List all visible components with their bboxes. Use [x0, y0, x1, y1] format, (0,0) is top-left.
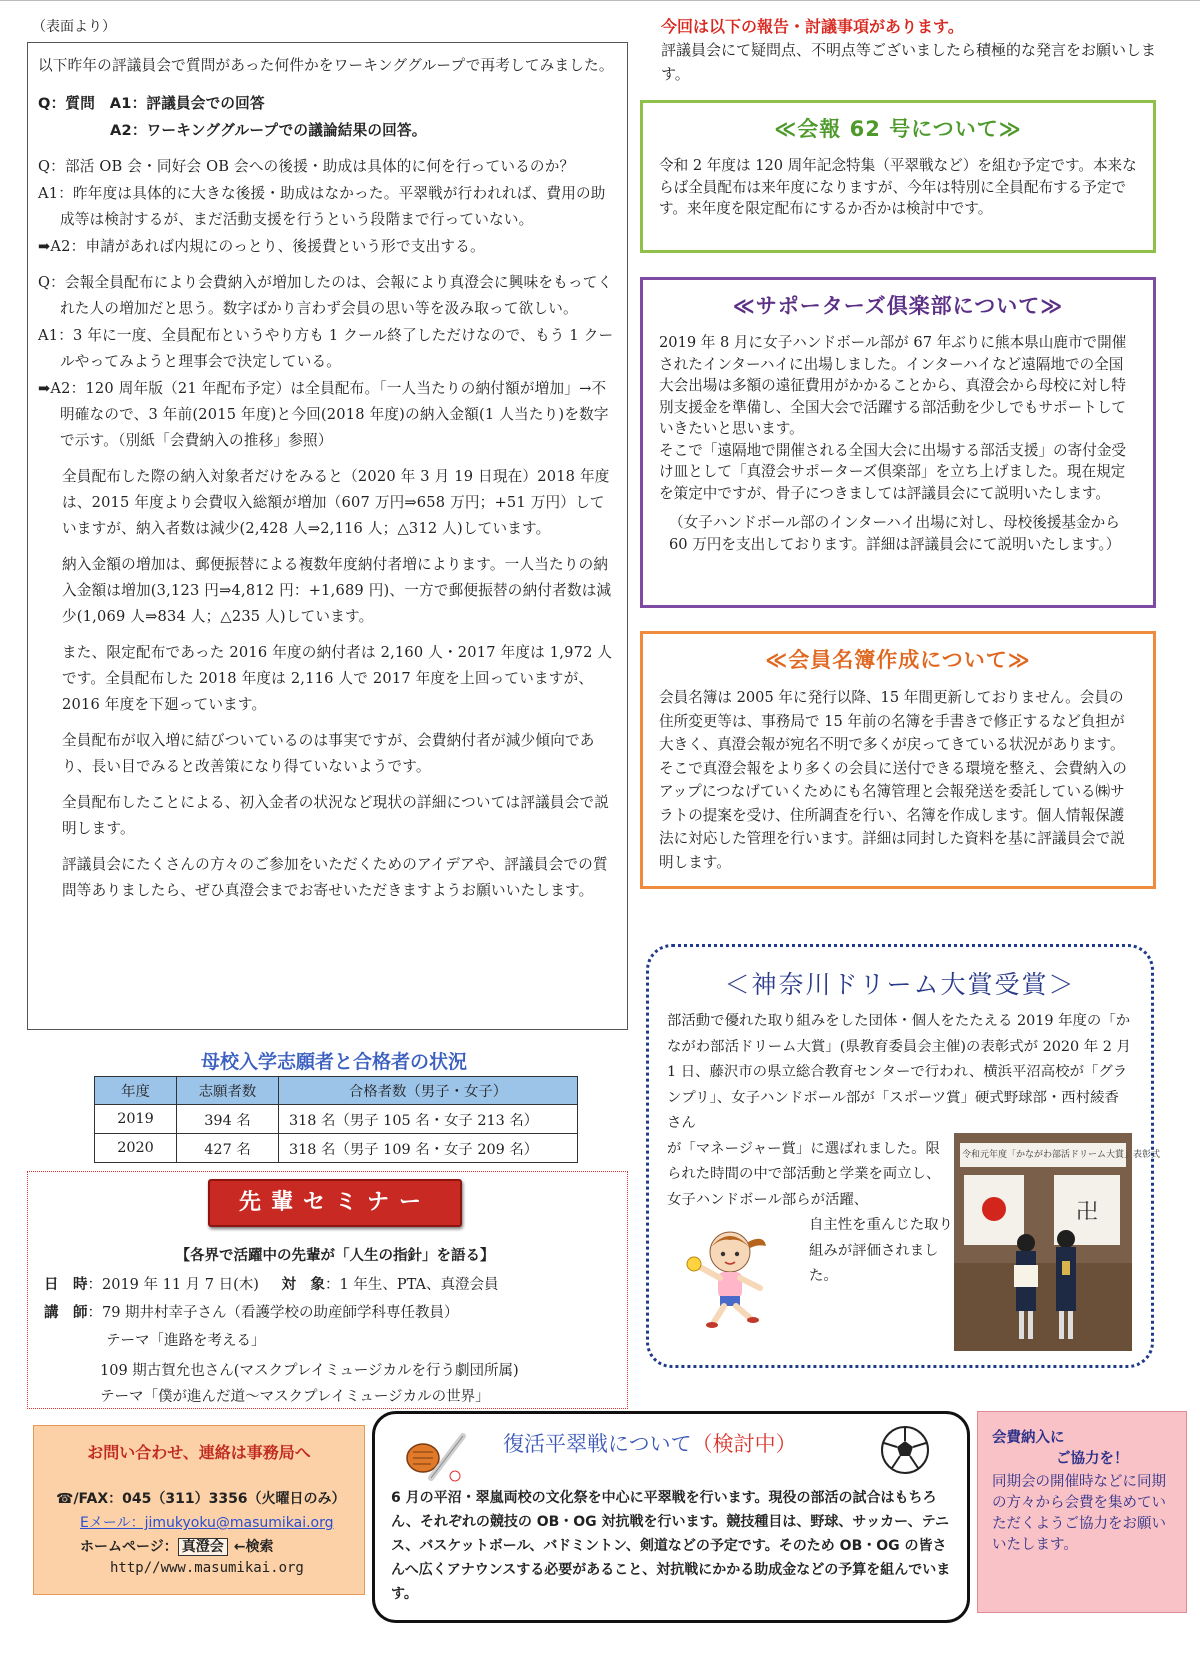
admissions-table: [94, 1076, 578, 1163]
award-ceremony-photo: [954, 1133, 1161, 1351]
seminar-target: ：1 年生、PTA、真澄会員: [325, 1277, 499, 1293]
seminar-theme-1: テーマ「進路を考える」: [106, 1333, 266, 1349]
column-header: 年度: [95, 1077, 177, 1105]
table-cell: 394 名: [177, 1105, 279, 1134]
contact-email-link[interactable]: Eメール：jimukyoku@masumikai.org: [80, 1515, 334, 1531]
paragraph-4: 全員配布が収入増に結びついているのは事実ですが、会費納付者が減少傾向であり、長い目でみると改善策になり得ていないようです。: [62, 732, 595, 775]
supporters-club-text-2: そこで「遠隔地で開催される全国大会に出場する部活支援」の寄付金受け皿として「真澄会サポーターズ倶楽部」を立ち上げました。現在規定を策定中ですが、骨子につきましては評議員会にて説明いたします。: [659, 441, 1127, 502]
handball-girl-icon: [680, 1222, 780, 1334]
supporters-club-text-1: 2019 年 8 月に女子ハンドボール部が 67 年ぶりに熊本県山鹿市で開催されたインターハイに出場しました。インターハイなど遠隔地での全国大会出場は多額の遠征費用がかかることから、真澄会から母校に対し特別支援金を準備し、全国大会で活躍する部活動を少しでもサポートしていきたいと思います。: [659, 334, 1127, 437]
answer-a1-2: A1：3 年に一度、全員配布というやり方も 1 クール終了しただけなので、もう 1 クールやってみようと理事会で決定している。: [38, 327, 614, 370]
answer-a2-1: ➡A2：申請があれば内規にのっとり、後援費という形で支出する。: [38, 238, 485, 255]
photo-banner-text: 令和元年度「かながわ部活ドリーム大賞」表彰式: [962, 1150, 1161, 1160]
fee-text: 同期会の開催時などに同期の方々から会費を集めていただくようご協力をお願いいたします。: [992, 1474, 1166, 1553]
seminar-banner: 先輩セミナー: [208, 1179, 462, 1227]
dream-award-title: ＜神奈川ドリーム大賞受賞＞: [724, 970, 1076, 999]
dream-award-text-3: 自主性を重んじた取り組みが評価されました。: [809, 1217, 953, 1284]
column-header: 志願者数: [177, 1077, 279, 1105]
contact-title: お問い合わせ、連絡は事務局へ: [87, 1443, 311, 1462]
table-row: [95, 1105, 578, 1134]
answer-a1-1: A1：昨年度は具体的に大きな後援・助成はなかった。平翠戦が行われれば、費用の助成等は検討するが、まだ活動支援を行うという段階まで行っていない。: [38, 185, 606, 228]
agenda-heading: 今回は以下の報告・討議事項があります。: [661, 17, 964, 36]
qa-intro: 以下昨年の評議員会で質問があった何件かをワーキンググループで再考してみました。: [38, 57, 614, 74]
seminar-target-label: 対 象: [281, 1277, 326, 1293]
seminar-date: ：2019 年 11 月 7 日(木): [87, 1277, 259, 1293]
seminar-lecturer-2: 109 期古賀允也さん(マスクプレイミュージカルを行う劇団所属): [100, 1363, 519, 1379]
revive-title: [503, 1428, 797, 1458]
revive-status: （検討中）: [691, 1432, 797, 1456]
table-cell: 427 名: [177, 1134, 279, 1163]
member-directory-title: ≪会員名簿作成について≫: [765, 648, 1031, 672]
table-row: [95, 1134, 578, 1163]
contact-tel: ☎/FAX：045（311）3356（火曜日のみ）: [56, 1491, 346, 1507]
qa-legend-2: A2：ワーキンググループでの議論結果の回答。: [110, 122, 427, 139]
qa-legend-1: Q：質問 A1：評議員会での回答: [38, 95, 265, 112]
dream-award-text-2: が「マネージャー賞」に選ばれました。限られた時間の中で部活動と学業を両立し、女子ハンドボール部らが活躍、: [667, 1140, 941, 1208]
table-header-row: [95, 1077, 578, 1105]
front-page-reference: （表面より）: [32, 19, 116, 35]
paragraph-6: 評議員会にたくさんの方々のご参加をいただくためのアイデアや、評議員会での質問等ありましたら、ぜひ真澄会までお寄せいただきますようお願いいたします。: [62, 856, 608, 899]
baseball-bat-glove-icon: [403, 1430, 469, 1488]
seminar-theme-2: テーマ「僕が進んだ道～マスクプレイミュージカルの世界」: [100, 1389, 490, 1405]
table-cell: 318 名（男子 109 名・女子 209 名）: [279, 1134, 578, 1163]
table-cell: 318 名（男子 105 名・女子 213 名）: [279, 1105, 578, 1134]
search-arrow-label: ←検索: [233, 1539, 274, 1555]
revive-text: 6 月の平沼・翠嵐両校の文化祭を中心に平翠戦を行います。現役の部活の試合はもちろん、それぞれの競技の OB・OG 対抗戦を行います。競技種目は、野球、サッカー、テニス、バスケットボール、バドミントン、剣道などの予定です。そのため OB・OG の皆さんへ広くアナウンスする必要があること、対抗戦にかかる助成金などの予算を組んでいます。: [391, 1490, 951, 1602]
bulletin-62-text: 令和 2 年度は 120 周年記念特集（平翠戦など）を組む予定です。本来ならば全員配布は来年度になりますが、今年は特別に全員配布する予定です。来年度を限定配布にするか否かは検討中です。: [659, 157, 1137, 217]
admissions-title: 母校入学志願者と合格者の状況: [200, 1051, 467, 1073]
paragraph-5: 全員配布したことによる、初入金者の状況など現状の詳細については評議員会で説明します。: [62, 794, 610, 837]
table-cell: 2020: [95, 1134, 177, 1163]
soccer-ball-icon: [879, 1424, 931, 1476]
paragraph-3: また、限定配布であった 2016 年度の納付者は 2,160 人・2017 年度は 1,972 人です。全員配布した 2018 年度は 2,116 人で 2017 年度を上回っていますが、2016 年度を下廻っています。: [62, 644, 613, 713]
contact-box: [33, 1425, 365, 1595]
fee-title-2: ご協力を！: [1056, 1451, 1129, 1467]
question-1: Q：部活 OB 会・同好会 OB 会への後援・助成は具体的に何を行っているのか？: [38, 158, 575, 175]
column-header: 合格者数（男子・女子）: [279, 1077, 578, 1105]
dream-award-text-1: 部活動で優れた取り組みをした団体・個人をたたえる 2019 年度の「かながわ部活ドリーム大賞」(県教育委員会主催)の表彰式が 2020 年 2 月 1 日、藤沢市の県立総合教育センターで行われ、横浜平沼高校が「グランプリ」、女子ハンドボール部が「スポーツ賞」硬式野球部・西村綾香さん: [667, 1013, 1131, 1131]
search-keyword-box[interactable]: 真澄会: [178, 1538, 228, 1556]
seminar-details: [44, 1272, 624, 1410]
paragraph-1: 全員配布した際の納入対象者だけをみると（2020 年 3 月 19 日現在）2018 年度は、2015 年度より会費収入総額が増加（607 万円⇒658 万円；+51 万円）していますが、納入者数は減少(2,428 人⇒2,116 人；△312 人)しています。: [62, 468, 610, 537]
qa-section: [27, 42, 628, 1030]
seminar-lecturer-label: 講 師: [44, 1305, 88, 1321]
supporters-club-note: （女子ハンドボール部のインターハイ出場に対し、母校後援基金から 60 万円を支出しております。詳細は評議員会にて説明いたします。）: [669, 514, 1135, 553]
bulletin-62-title: ≪会報 62 号について≫: [774, 117, 1022, 141]
revive-title-text: 復活平翠戦について: [503, 1432, 692, 1456]
award-photo-drawing: [954, 1133, 1161, 1351]
top-border: [0, 0, 1200, 1]
table-cell: 2019: [95, 1105, 177, 1134]
seminar-subtitle: 【各界で活躍中の先輩が「人生の指針」を語る】: [175, 1248, 495, 1264]
agenda-text: 評議員会にて疑問点、不明点等ございましたら積極的な発言をお願いします。: [661, 41, 1157, 83]
supporters-club-title: ≪サポーターズ倶楽部について≫: [732, 294, 1064, 318]
homepage-label: ホームページ：: [80, 1539, 178, 1555]
supporters-club-box: [640, 277, 1156, 608]
contact-homepage: [80, 1536, 273, 1556]
membership-fee-box: [977, 1411, 1187, 1613]
revive-match-box: [372, 1411, 970, 1623]
homepage-url[interactable]: http//www.masumikai.org: [110, 1560, 304, 1576]
seminar-lecturer-1: ：79 期井村幸子さん（看護学校の助産師学科専任教員）: [87, 1305, 459, 1321]
fee-title-1: 会費納入に: [992, 1430, 1065, 1446]
member-directory-box: [640, 631, 1156, 889]
answer-a2-2: ➡A2：120 周年版（21 年配布予定）は全員配布。「一人当たりの納付額が増加」→不明確なので、3 年前(2015 年度)と今回(2018 年度)の納入金額(1 人当たり)を数字で示す。（別紙「会費納入の推移」参照）: [38, 380, 609, 449]
seminar-date-label: 日 時: [44, 1277, 88, 1293]
bulletin-62-box: [640, 100, 1156, 253]
paragraph-2: 納入金額の増加は、郵便振替による複数年度納付者増によります。一人当たりの納入金額は増加(3,123 円⇒4,812 円：+1,689 円)、一方で郵便振替の納付者数は減少(1,069 人⇒834 人；△235 人)しています。: [62, 556, 612, 625]
member-directory-text: 会員名簿は 2005 年に発行以降、15 年間更新しておりません。会員の住所変更等は、事務局で 15 年前の名簿を手書きで修正するなど負担が大きく、真澄会報が宛名不明で多くが戻ってきている状況があります。そこで真澄会報をより多くの会員に送付できる環境を整え、会費納入のアップにつなげていくためにも名簿管理と会報発送を委託している㈱サラトの提案を受け、住所調査を行い、名簿を作成します。個人情報保護法に対応した管理を行います。詳細は同封した資料を基に評議員会で説明します。: [659, 689, 1127, 871]
svg-text:卍: 卍: [1075, 1200, 1099, 1225]
question-2: Q：会報全員配布により会費納入が増加したのは、会報により真澄会に興味をもってくれた人の増加だと思う。数字ばかり言わず会員の思い等を汲み取って欲しい。: [38, 274, 613, 317]
